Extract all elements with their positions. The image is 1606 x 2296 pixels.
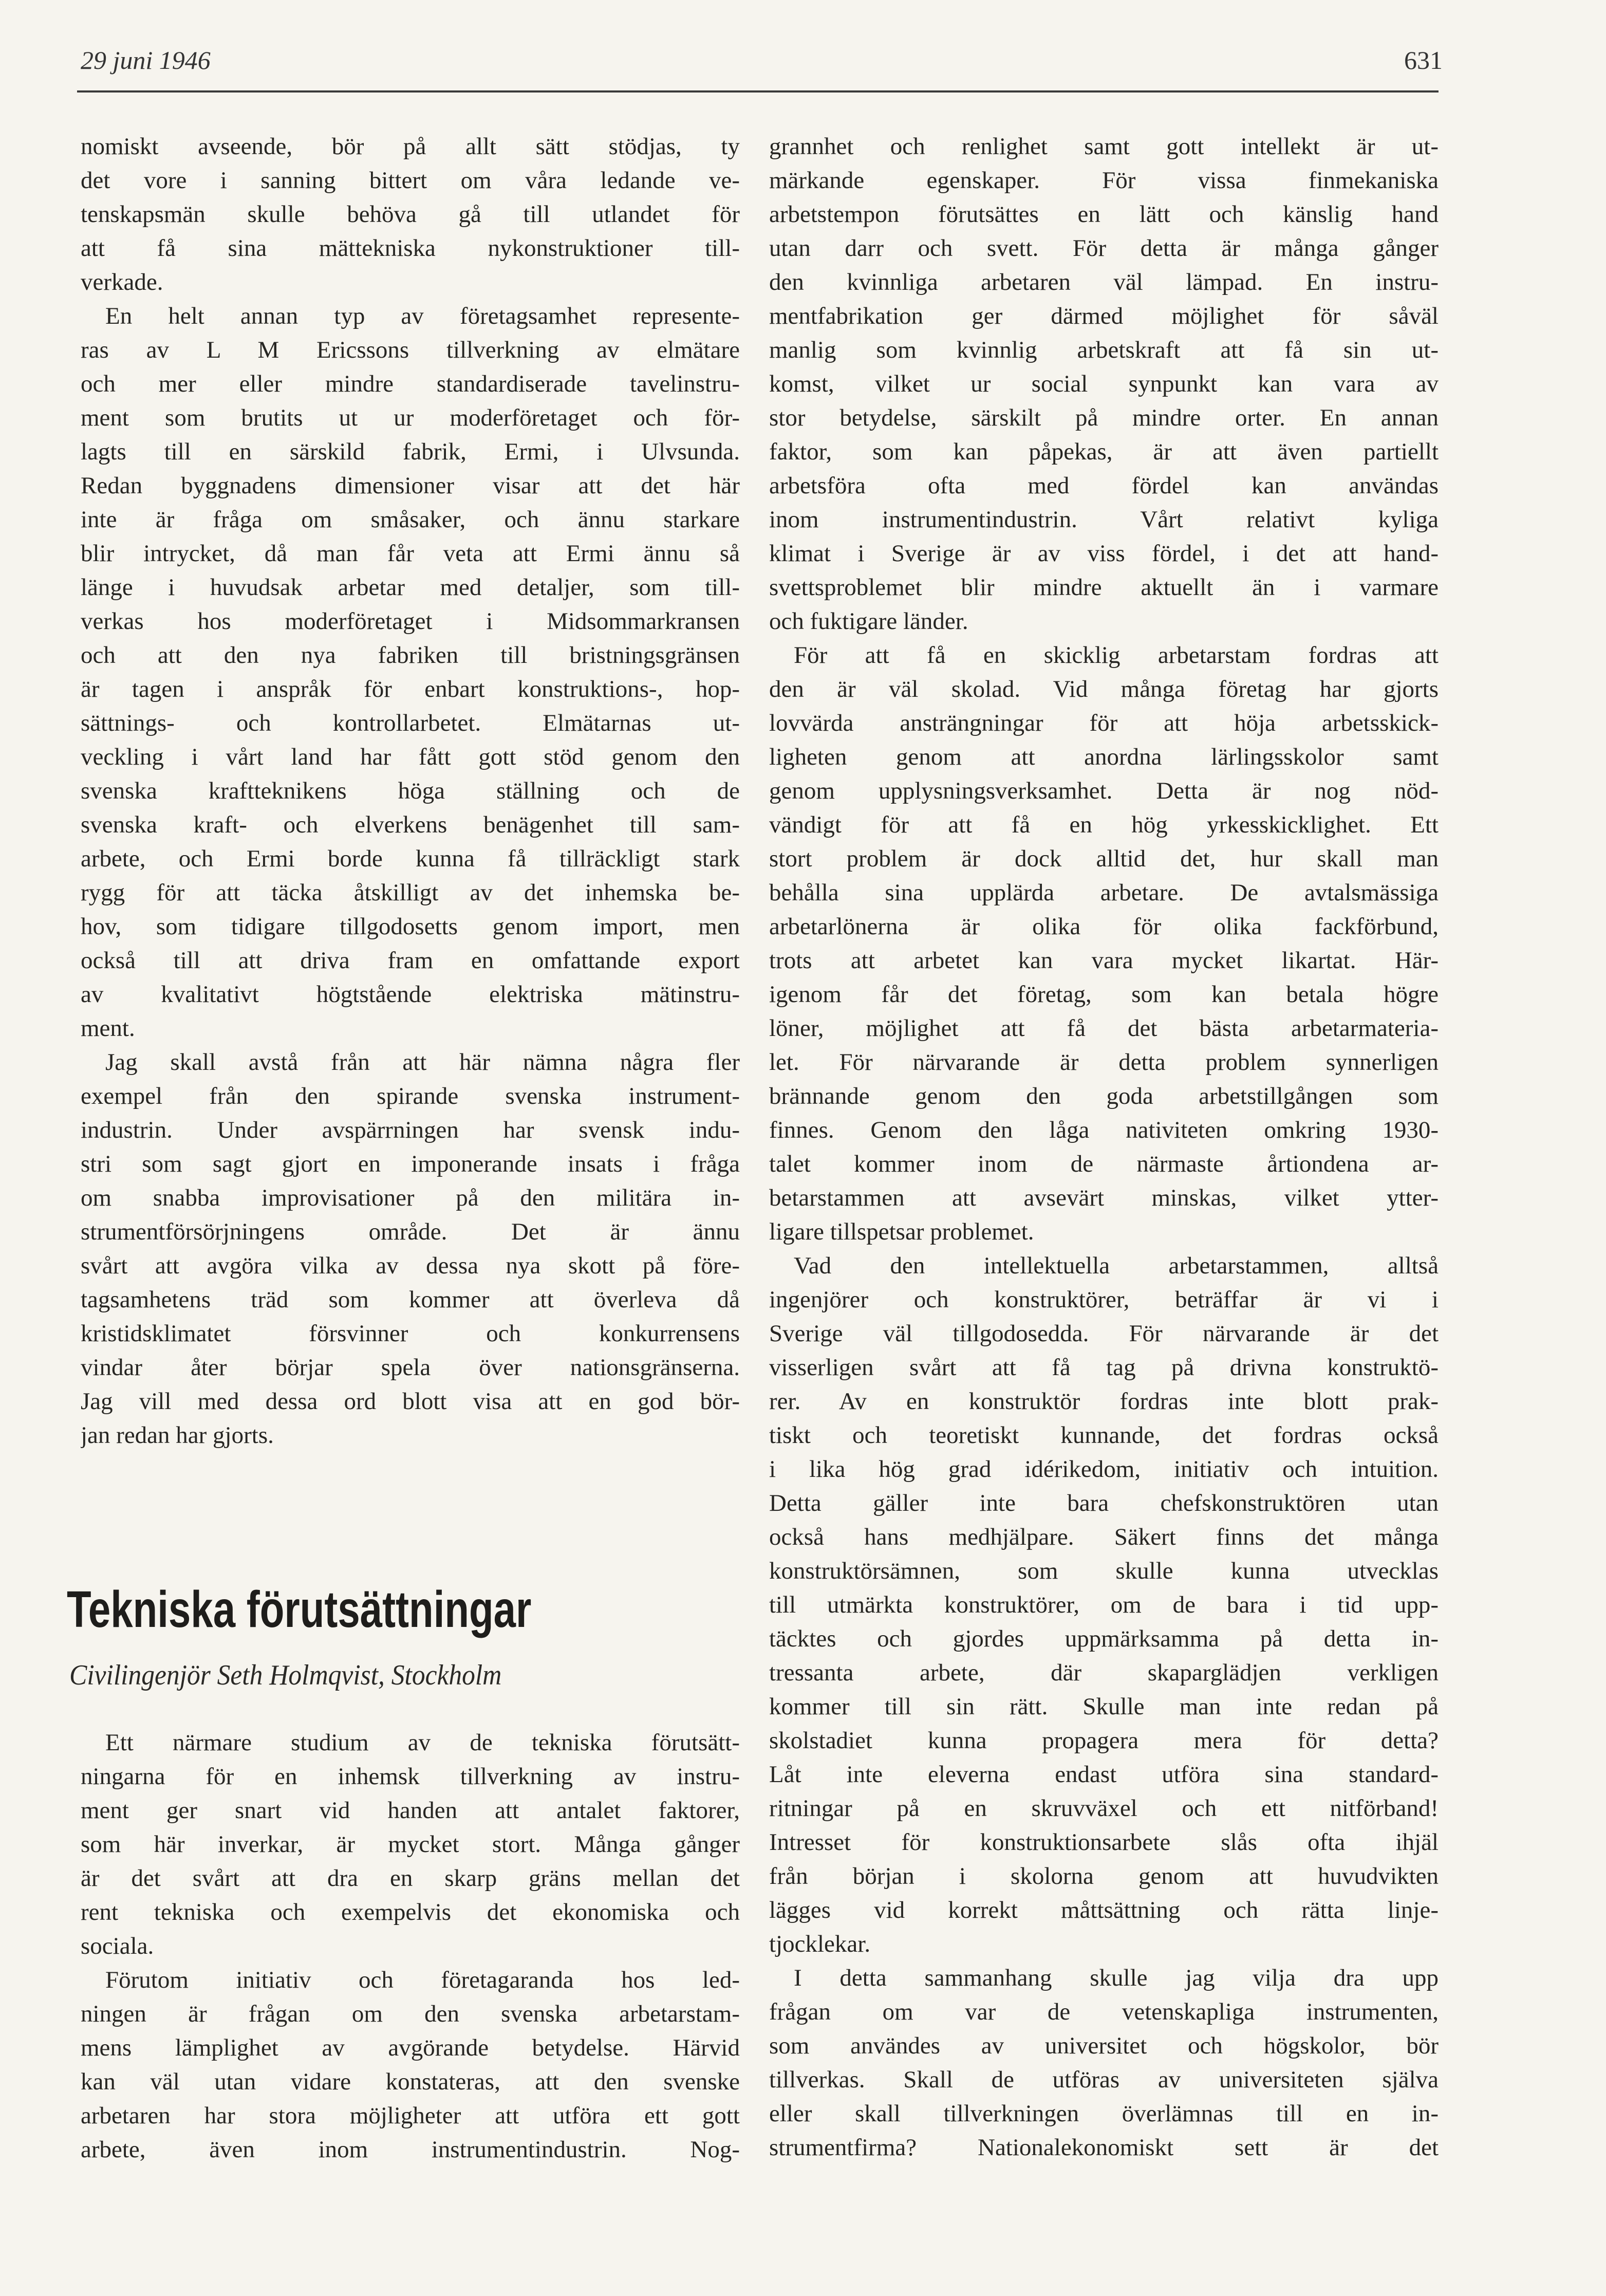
text-line: den är väl skolad. Vid många företag har gjorts bbox=[769, 676, 1439, 702]
text-line: nomiskt avseende, bör på allt sätt stödjas, ty bbox=[81, 133, 740, 160]
text-line: arbetarlönerna är olika för olika fackförbund, bbox=[769, 913, 1439, 940]
text-line: vindar åter börjar spela över nationsgränserna. bbox=[81, 1354, 740, 1381]
text-line: mens lämplighet av avgörande betydelse. Härvid bbox=[81, 2034, 740, 2061]
text-line: stort problem är dock alltid det, hur skall man bbox=[769, 845, 1439, 872]
text-line: Förutom initiativ och företagaranda hos led- bbox=[105, 1967, 740, 1993]
text-line: klimat i Sverige är av viss fördel, i det att hand- bbox=[769, 540, 1439, 567]
text-line: En helt annan typ av företagsamhet represente- bbox=[105, 303, 740, 329]
text-line: Intresset för konstruktionsarbete slås ofta ihjäl bbox=[769, 1829, 1439, 1856]
paragraph bbox=[769, 1961, 1439, 2164]
text-line: svenska kraftteknikens höga ställning och de bbox=[81, 777, 740, 804]
text-line: skolstadiet kunna propagera mera för detta? bbox=[769, 1727, 1439, 1754]
text-line: inom instrumentindustrin. Vårt relativt kyliga bbox=[769, 506, 1439, 533]
text-line: genom upplysningsverksamhet. Detta är nog nöd- bbox=[769, 777, 1439, 804]
text-line: blir intrycket, då man får veta att Ermi ännu så bbox=[81, 540, 740, 567]
text-line: om snabba improvisationer på den militära in- bbox=[81, 1184, 740, 1211]
article-byline: Civilingenjör Seth Holmqvist, Stockholm bbox=[69, 1659, 502, 1691]
text-line: och fuktigare länder. bbox=[769, 608, 968, 635]
text-line: arbete, även inom instrumentindustrin. Nog- bbox=[81, 2136, 740, 2163]
paragraph bbox=[769, 638, 1439, 1249]
text-line: utan darr och svett. För detta är många gånger bbox=[769, 235, 1439, 262]
text-line: ment som brutits ut ur moderföretaget och för- bbox=[81, 404, 740, 431]
text-line: hov, som tidigare tillgodosetts genom import, men bbox=[81, 913, 740, 940]
text-line: mentfabrikation ger därmed möjlighet för såväl bbox=[769, 303, 1439, 329]
text-line: arbetsföra ofta med fördel kan användas bbox=[769, 472, 1439, 499]
paragraph bbox=[81, 1045, 740, 1452]
left-column-bottom bbox=[81, 1726, 740, 2167]
text-line: ment. bbox=[81, 1015, 135, 1042]
paragraph bbox=[769, 129, 1439, 638]
paragraph bbox=[81, 299, 740, 1045]
text-line: arbete, och Ermi borde kunna få tillräckligt stark bbox=[81, 845, 740, 872]
text-line: täcktes och gjordes uppmärksamma på detta in- bbox=[769, 1625, 1439, 1652]
text-line: faktor, som kan påpekas, är att även partiellt bbox=[769, 438, 1439, 465]
text-line: inte är fråga om småsaker, och ännu starkare bbox=[81, 506, 740, 533]
paragraph bbox=[81, 129, 740, 299]
text-line: behålla sina upplärda arbetare. De avtalsmässiga bbox=[769, 879, 1439, 906]
text-line: svenska kraft- och elverkens benägenhet till sam- bbox=[81, 811, 740, 838]
header-rule bbox=[77, 90, 1439, 92]
left-column-top bbox=[81, 129, 740, 1452]
text-line: ras av L M Ericssons tillverkning av elmätare bbox=[81, 337, 740, 363]
text-line: strumentfirma? Nationalekonomiskt sett är det bbox=[769, 2134, 1439, 2161]
text-line: komst, vilket ur social synpunkt kan vara av bbox=[769, 371, 1439, 397]
page-number: 631 bbox=[1404, 46, 1443, 75]
text-line: från början i skolorna genom att huvudvikten bbox=[769, 1863, 1439, 1890]
text-line: är tagen i anspråk för enbart konstruktions-, hop- bbox=[81, 676, 740, 702]
text-line: strumentförsörjningens område. Det är ännu bbox=[81, 1218, 740, 1245]
text-line: Ett närmare studium av de tekniska förutsätt- bbox=[105, 1729, 740, 1756]
text-line: lägges vid korrekt måttsättning och rätta linje- bbox=[769, 1897, 1439, 1923]
text-line: Detta gäller inte bara chefskonstruktören utan bbox=[769, 1490, 1439, 1516]
text-line: verkas hos moderföretaget i Midsommarkransen bbox=[81, 608, 740, 635]
right-column bbox=[769, 129, 1439, 2164]
text-line: Jag skall avstå från att här nämna några fler bbox=[105, 1049, 740, 1076]
text-line: och mer eller mindre standardiserade tavelinstru- bbox=[81, 371, 740, 397]
paragraph bbox=[81, 1726, 740, 1963]
text-line: Sverige väl tillgodosedda. För närvarande är det bbox=[769, 1320, 1439, 1347]
text-line: lagts till en särskild fabrik, Ermi, i Ulvsunda. bbox=[81, 438, 740, 465]
text-line: rer. Av en konstruktör fordras inte blott prak- bbox=[769, 1388, 1439, 1415]
text-line: Låt inte eleverna endast utföra sina standard- bbox=[769, 1761, 1439, 1788]
text-line: arbetstempon förutsättes en lätt och känslig hand bbox=[769, 201, 1439, 228]
text-line: exempel från den spirande svenska instrument- bbox=[81, 1083, 740, 1109]
text-line: det vore i sanning bittert om våra ledande ve- bbox=[81, 167, 740, 194]
text-line: trots att arbetet kan vara mycket likartat. Här- bbox=[769, 947, 1439, 974]
text-line: som här inverkar, är mycket stort. Många gånger bbox=[81, 1831, 740, 1858]
text-line: också till att driva fram en omfattande export bbox=[81, 947, 740, 974]
text-line: ligare tillspetsar problemet. bbox=[769, 1218, 1034, 1245]
text-line: tressanta arbete, där skaparglädjen verkligen bbox=[769, 1659, 1439, 1686]
text-line: till utmärkta konstruktörer, om de bara i tid upp- bbox=[769, 1591, 1439, 1618]
text-line: och att den nya fabriken till bristningsgränsen bbox=[81, 642, 740, 669]
text-line: tjocklekar. bbox=[769, 1931, 871, 1957]
text-line: ligheten genom att anordna lärlingsskolor samt bbox=[769, 744, 1439, 770]
text-line: av kvalitativt högtstående elektriska mätinstru- bbox=[81, 981, 740, 1008]
text-line: betarstammen att avsevärt minskas, vilket ytter- bbox=[769, 1184, 1439, 1211]
text-line: länge i huvudsak arbetar med detaljer, som till- bbox=[81, 574, 740, 601]
article-heading: Tekniska förutsättningar bbox=[67, 1581, 532, 1638]
text-line: talet kommer inom de närmaste årtiondena ar- bbox=[769, 1151, 1439, 1177]
text-line: märkande egenskaper. För vissa finmekaniska bbox=[769, 167, 1439, 194]
text-line: också hans medhjälpare. Säkert finns det många bbox=[769, 1524, 1439, 1550]
text-line: kommer till sin rätt. Skulle man inte redan på bbox=[769, 1693, 1439, 1720]
text-line: Jag vill med dessa ord blott visa att en god bör- bbox=[81, 1388, 740, 1415]
text-line: verkade. bbox=[81, 269, 163, 295]
text-line: manlig som kvinnlig arbetskraft att få sin ut- bbox=[769, 337, 1439, 363]
text-line: som användes av universitet och högskolor, bör bbox=[769, 2032, 1439, 2059]
text-line: Redan byggnadens dimensioner visar att det här bbox=[81, 472, 740, 499]
text-line: konstruktörsämnen, som skulle kunna utvecklas bbox=[769, 1558, 1439, 1584]
paragraph bbox=[81, 1963, 740, 2167]
text-line: är det svårt att dra en skarp gräns mellan det bbox=[81, 1865, 740, 1892]
text-line: arbetaren har stora möjligheter att utföra ett gott bbox=[81, 2102, 740, 2129]
text-line: att få sina mättekniska nykonstruktioner till- bbox=[81, 235, 740, 262]
text-line: tenskapsmän skulle behöva gå till utlandet för bbox=[81, 201, 740, 228]
text-line: svettsproblemet blir mindre aktuellt än i varmare bbox=[769, 574, 1439, 601]
text-line: frågan om var de vetenskapliga instrumenten, bbox=[769, 1998, 1439, 2025]
text-line: tiskt och teoretiskt kunnande, det fordras också bbox=[769, 1422, 1439, 1449]
text-line: ment ger snart vid handen att antalet faktorer, bbox=[81, 1797, 740, 1824]
text-line: den kvinnliga arbetaren väl lämpad. En instru- bbox=[769, 269, 1439, 295]
text-line: industrin. Under avspärrningen har svensk indu- bbox=[81, 1117, 740, 1143]
text-line: sättnings- och kontrollarbetet. Elmätarnas ut- bbox=[81, 710, 740, 736]
text-line: igenom får det företag, som kan betala högre bbox=[769, 981, 1439, 1008]
text-line: sociala. bbox=[81, 1933, 154, 1959]
text-line: brännande genom den goda arbetstillgången som bbox=[769, 1083, 1439, 1109]
text-line: stor betydelse, särskilt på mindre orter. En annan bbox=[769, 404, 1439, 431]
text-line: vändigt för att få en hög yrkesskicklighet. Ett bbox=[769, 811, 1439, 838]
issue-date: 29 juni 1946 bbox=[81, 46, 211, 75]
text-line: tagsamhetens träd som kommer att överleva då bbox=[81, 1286, 740, 1313]
text-line: eller skall tillverkningen överlämnas till en in- bbox=[769, 2100, 1439, 2127]
text-line: i lika hög grad idérikedom, initiativ och intuition. bbox=[769, 1456, 1439, 1483]
text-line: kristidsklimatet försvinner och konkurrensens bbox=[81, 1320, 740, 1347]
text-line: svårt att avgöra vilka av dessa nya skott på före- bbox=[81, 1252, 740, 1279]
text-line: lovvärda ansträngningar för att höja arbetsskick- bbox=[769, 710, 1439, 736]
text-line: För att få en skicklig arbetarstam fordras att bbox=[794, 642, 1439, 669]
text-line: grannhet och renlighet samt gott intellekt är ut- bbox=[769, 133, 1439, 160]
text-line: I detta sammanhang skulle jag vilja dra upp bbox=[794, 1965, 1439, 1991]
text-line: Vad den intellektuella arbetarstammen, alltså bbox=[794, 1252, 1439, 1279]
text-line: kan väl utan vidare konstateras, att den svenske bbox=[81, 2068, 740, 2095]
text-line: ingenjörer och konstruktörer, beträffar är vi i bbox=[769, 1286, 1439, 1313]
text-line: ningarna för en inhemsk tillverkning av instru- bbox=[81, 1763, 740, 1790]
text-line: rygg för att täcka åtskilligt av det inhemska be- bbox=[81, 879, 740, 906]
text-line: löner, möjlighet att få det bästa arbetarmateria- bbox=[769, 1015, 1439, 1042]
text-line: tillverkas. Skall de utföras av universiteten själva bbox=[769, 2066, 1439, 2093]
text-line: visserligen svårt att få tag på drivna konstruktö- bbox=[769, 1354, 1439, 1381]
text-line: stri som sagt gjort en imponerande insats i fråga bbox=[81, 1151, 740, 1177]
paragraph bbox=[769, 1249, 1439, 1961]
text-line: ningen är frågan om den svenska arbetarstam- bbox=[81, 2001, 740, 2027]
text-line: jan redan har gjorts. bbox=[81, 1422, 274, 1449]
text-line: veckling i vårt land har fått gott stöd genom den bbox=[81, 744, 740, 770]
text-line: finnes. Genom den låga nativiteten omkring 1930- bbox=[769, 1117, 1439, 1143]
text-line: rent tekniska och exempelvis det ekonomiska och bbox=[81, 1899, 740, 1925]
text-line: let. För närvarande är detta problem synnerligen bbox=[769, 1049, 1439, 1076]
text-line: ritningar på en skruvväxel och ett nitförband! bbox=[769, 1795, 1439, 1822]
